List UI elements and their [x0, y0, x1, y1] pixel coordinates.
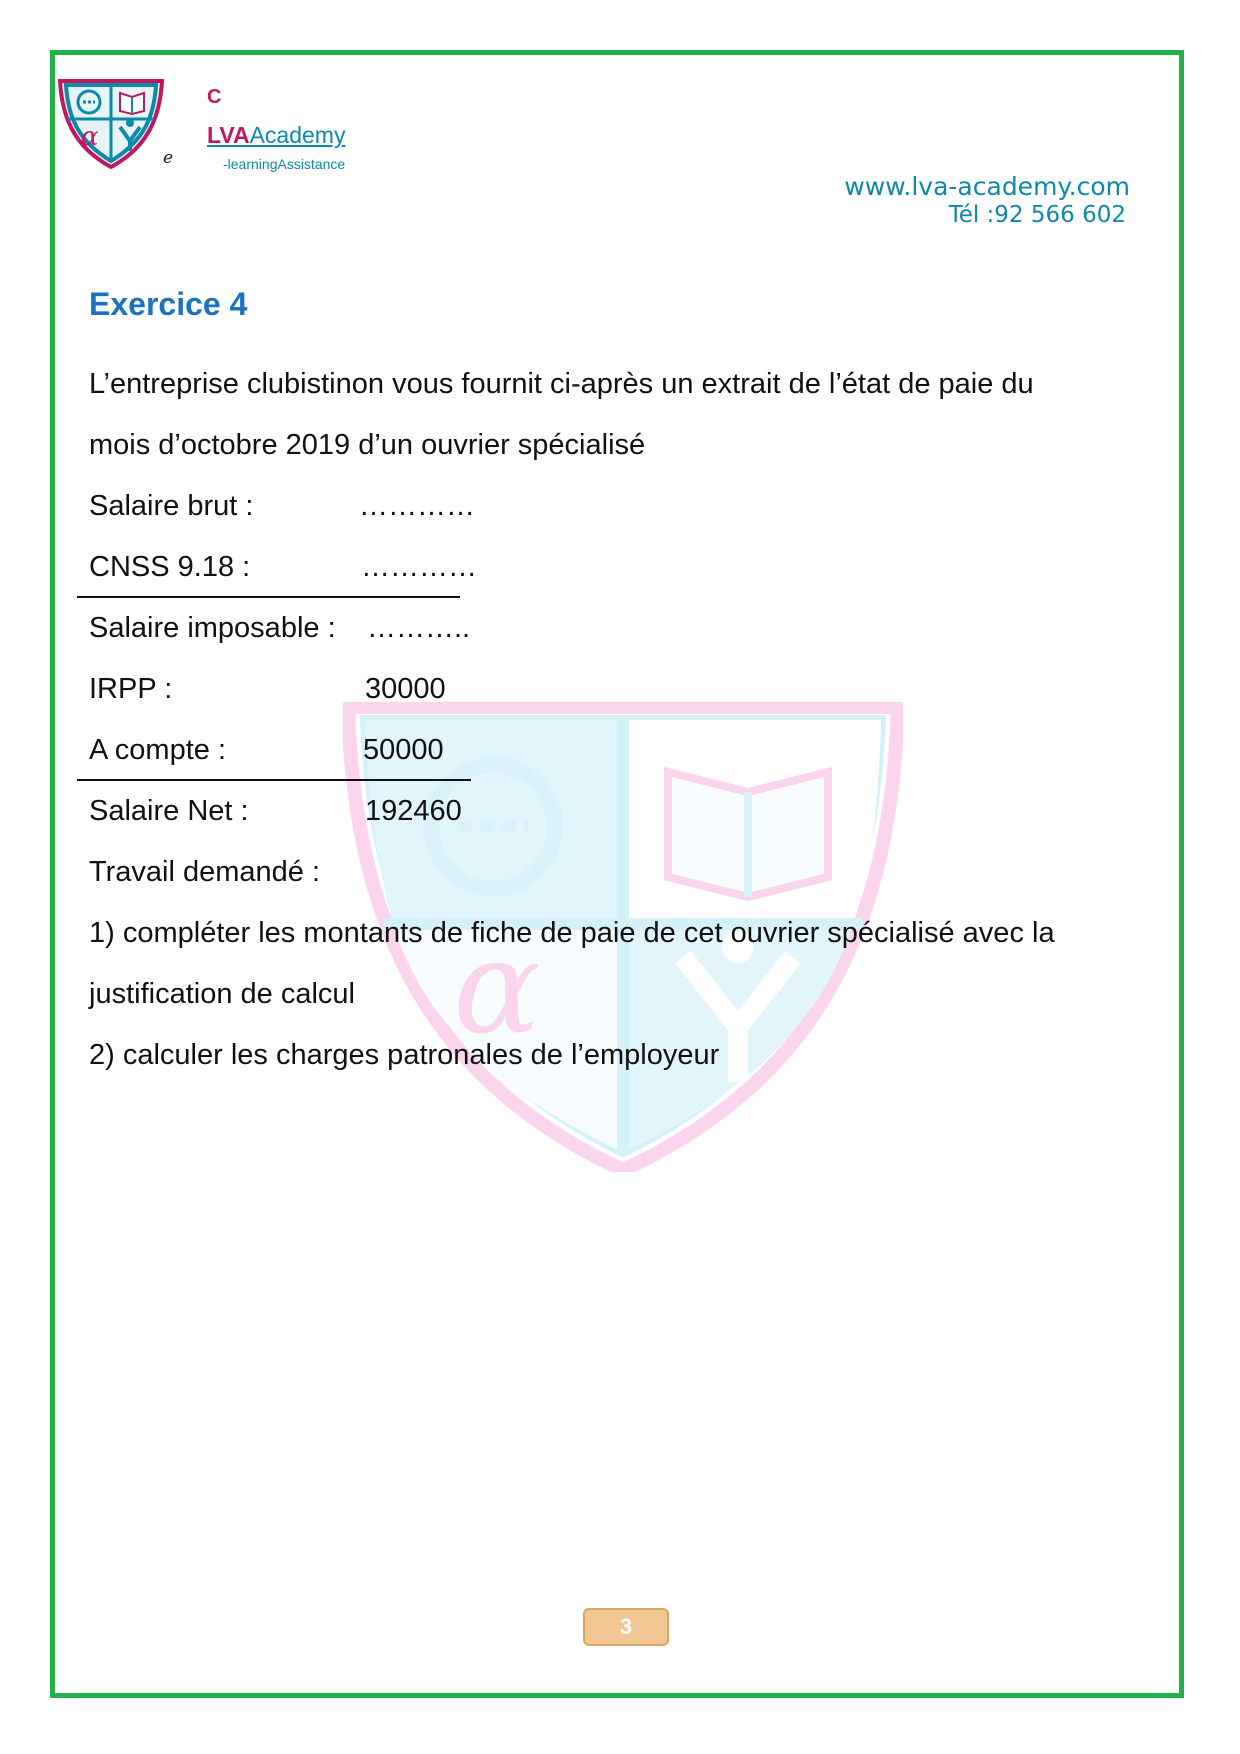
payslip-label: Salaire Net :: [89, 795, 249, 827]
payslip-value: 50000: [363, 734, 444, 766]
task-1-line-1: 1) compléter les montants de fiche de paie de cet ouvrier spécialisé avec la: [89, 917, 1055, 949]
payslip-label: A compte :: [89, 734, 227, 766]
contact-block: [844, 172, 1130, 230]
exercise-content: [89, 284, 1129, 1086]
payslip-row-irpp: [89, 659, 1129, 720]
website-link[interactable]: www.lva-academy.com: [844, 172, 1130, 201]
svg-text:α: α: [81, 122, 99, 152]
exercise-title: Exercice 4: [89, 286, 248, 322]
payslip-row-salaire-brut: [89, 476, 1129, 537]
brand-lva: LVA: [207, 122, 250, 148]
payslip-label: IRPP :: [89, 673, 173, 705]
brand-letter: C: [207, 86, 222, 108]
svg-text:α: α: [453, 911, 541, 1063]
intro-line-2: mois d’octobre 2019 d’un ouvrier spécialisé: [89, 429, 646, 461]
payslip-value: 192460: [365, 795, 462, 827]
brand-academy: Academy: [249, 122, 346, 148]
payslip-value: …………: [361, 551, 477, 583]
payslip-value: ………..: [367, 612, 471, 644]
payslip-label: Salaire imposable :: [89, 612, 336, 644]
task-1-line-2: justification de calcul: [89, 978, 355, 1010]
brand-tagline: -learningAssistance: [223, 156, 346, 172]
payslip-row-salaire-net: [89, 781, 1129, 842]
payslip-row-acompte: [89, 720, 1129, 781]
task-2: 2) calculer les charges patronales de l’employeur: [89, 1039, 720, 1071]
payslip-value: …………: [359, 490, 475, 522]
phone-number: Tél :92 566 602: [948, 202, 1126, 228]
work-title: Travail demandé :: [89, 856, 321, 888]
payslip-label: Salaire brut :: [89, 490, 254, 522]
payslip-value: 30000: [365, 673, 446, 705]
brand-e: e: [163, 148, 174, 168]
brand-name: [207, 122, 345, 149]
academy-logo-icon: [56, 77, 166, 169]
payslip-row-cnss: [89, 537, 1129, 598]
intro-line-1: L’entreprise clubistinon vous fournit ci-après un extrait de l’état de paie du: [89, 368, 1034, 400]
page-number-badge: 3: [583, 1608, 669, 1646]
payslip-row-salaire-imposable: [89, 598, 1129, 659]
payslip-label: CNSS 9.18 :: [89, 551, 251, 583]
